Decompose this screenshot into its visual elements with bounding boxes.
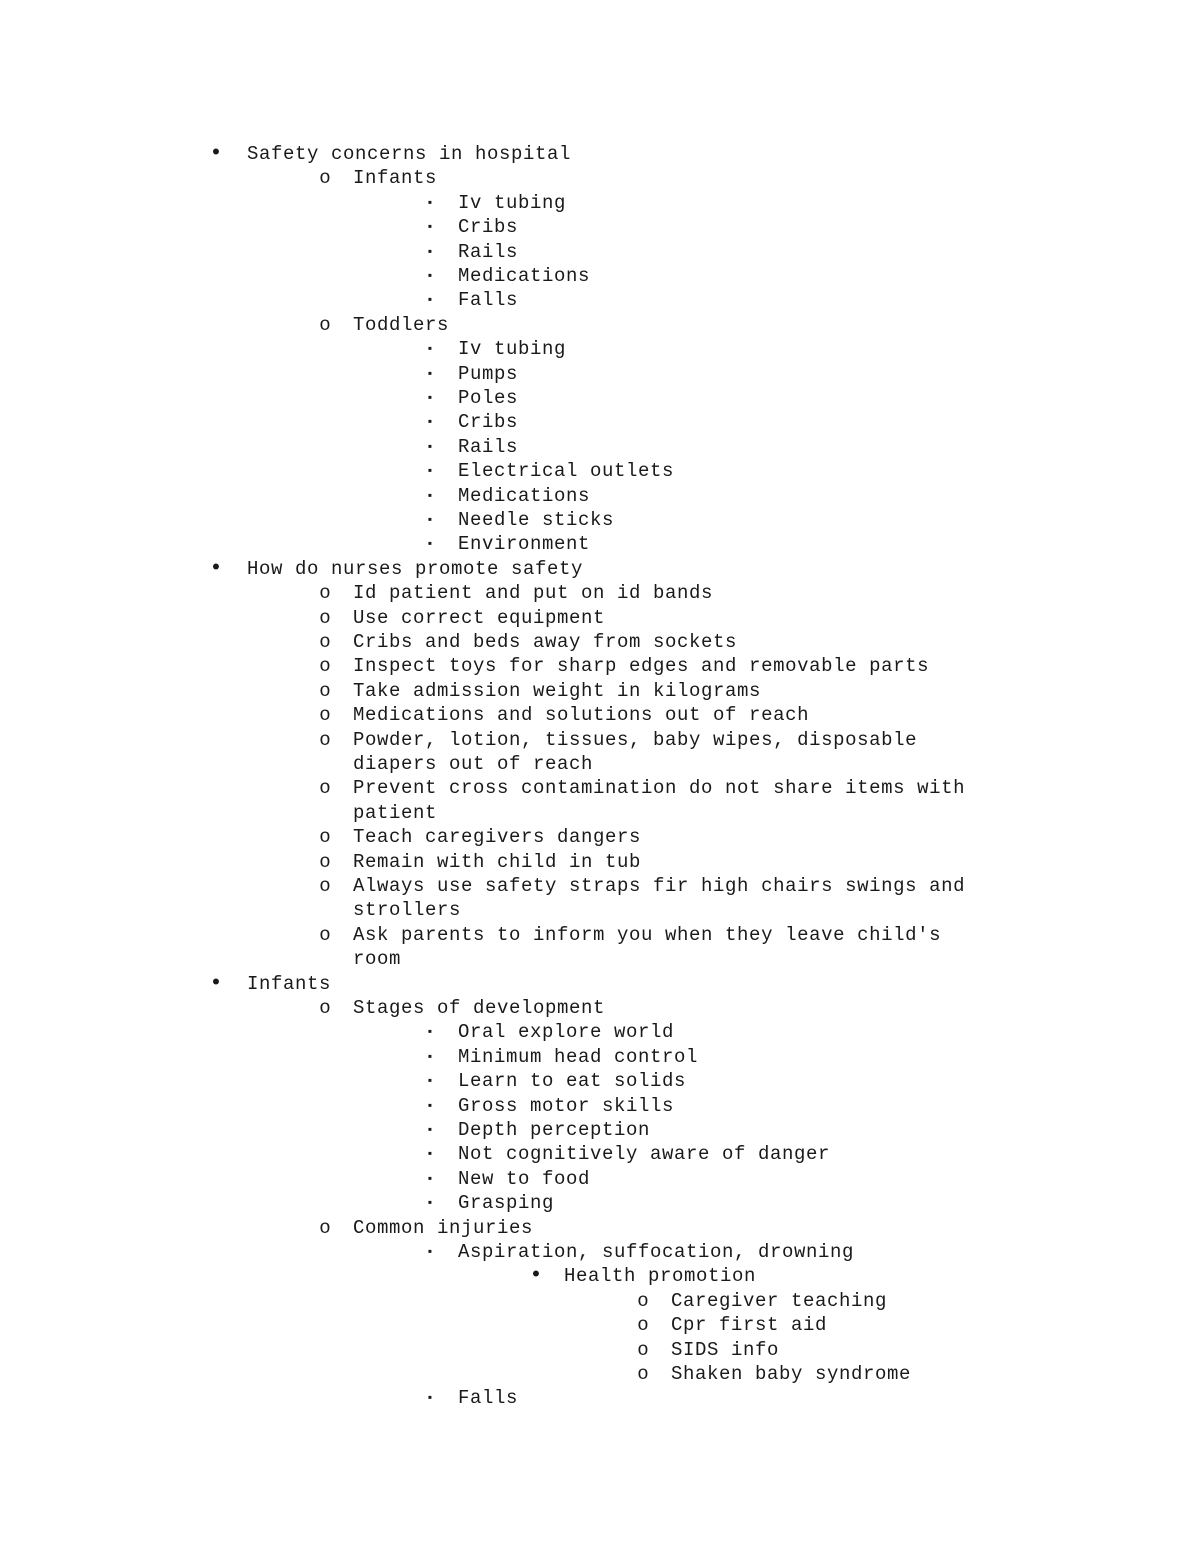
outline-item-text: Depth perception xyxy=(458,1119,651,1141)
bullet-circle-icon: o xyxy=(319,167,331,189)
outline-item-text: Medications xyxy=(458,485,591,507)
bullet-square-icon: ▪ xyxy=(426,464,434,478)
outline-item-text: Falls xyxy=(458,289,519,311)
outline-item-text: Shaken baby syndrome xyxy=(671,1363,912,1385)
outline-item-text: Oral explore world xyxy=(458,1021,675,1043)
bullet-square-icon: ▪ xyxy=(426,367,434,381)
outline-item-text: Grasping xyxy=(458,1192,555,1214)
bullet-circle-icon: o xyxy=(319,680,331,702)
outline-item-text: diapers out of reach xyxy=(353,753,594,775)
outline-item-text: patient xyxy=(353,802,438,824)
outline-item-text: SIDS info xyxy=(671,1339,780,1361)
outline-item-text: Iv tubing xyxy=(458,192,567,214)
bullet-square-icon: ▪ xyxy=(426,196,434,210)
bullet-circle-icon: o xyxy=(319,582,331,604)
outline-item-text: New to food xyxy=(458,1168,591,1190)
outline-item-text: Medications and solutions out of reach xyxy=(353,704,810,726)
outline-item-text: Caregiver teaching xyxy=(671,1290,888,1312)
outline-item-text: Rails xyxy=(458,436,519,458)
outline-item-text: Take admission weight in kilograms xyxy=(353,680,762,702)
outline-item-text: Health promotion xyxy=(564,1265,757,1287)
bullet-circle-icon: o xyxy=(637,1314,649,1336)
bullet-square-icon: ▪ xyxy=(426,513,434,527)
outline-item-text: Rails xyxy=(458,241,519,263)
bullet-square-icon: ▪ xyxy=(426,489,434,503)
bullet-circle-icon: o xyxy=(319,314,331,336)
bullet-disc-icon: • xyxy=(529,1263,543,1288)
bullet-square-icon: ▪ xyxy=(426,1074,434,1088)
bullet-square-icon: ▪ xyxy=(426,415,434,429)
bullet-circle-icon: o xyxy=(319,875,331,897)
outline-item-text: Always use safety straps fir high chairs swings and xyxy=(353,875,966,897)
bullet-square-icon: ▪ xyxy=(426,1050,434,1064)
outline-item-text: Id patient and put on id bands xyxy=(353,582,714,604)
outline-item-text: How do nurses promote safety xyxy=(247,558,584,580)
bullet-circle-icon: o xyxy=(319,924,331,946)
bullet-circle-icon: o xyxy=(319,704,331,726)
bullet-square-icon: ▪ xyxy=(426,1147,434,1161)
outline-item-text: Needle sticks xyxy=(458,509,615,531)
outline-item-text: Falls xyxy=(458,1387,519,1409)
outline-item-text: Medications xyxy=(458,265,591,287)
outline-item-text: Iv tubing xyxy=(458,338,567,360)
bullet-circle-icon: o xyxy=(319,631,331,653)
bullet-circle-icon: o xyxy=(319,851,331,873)
bullet-circle-icon: o xyxy=(319,777,331,799)
outline-item-text: Minimum head control xyxy=(458,1046,699,1068)
outline-item-text: Common injuries xyxy=(353,1217,534,1239)
outline-item-text: Cpr first aid xyxy=(671,1314,828,1336)
bullet-square-icon: ▪ xyxy=(426,1245,434,1259)
outline-item-text: room xyxy=(353,948,402,970)
bullet-square-icon: ▪ xyxy=(426,269,434,283)
outline-item-text: Powder, lotion, tissues, baby wipes, disposable xyxy=(353,729,918,751)
outline-item-text: Cribs xyxy=(458,411,519,433)
outline-item-text: strollers xyxy=(353,899,462,921)
bullet-square-icon: ▪ xyxy=(426,1196,434,1210)
outline-item-text: Ask parents to inform you when they leave child's xyxy=(353,924,942,946)
bullet-disc-icon: • xyxy=(209,141,223,166)
outline-item-text: Aspiration, suffocation, drowning xyxy=(458,1241,855,1263)
bullet-square-icon: ▪ xyxy=(426,220,434,234)
outline-item-text: Toddlers xyxy=(353,314,450,336)
outline-item-text: Environment xyxy=(458,533,591,555)
bullet-circle-icon: o xyxy=(319,826,331,848)
outline-item-text: Infants xyxy=(247,973,332,995)
outline-item-text: Inspect toys for sharp edges and removable parts xyxy=(353,655,930,677)
outline-item-text: Infants xyxy=(353,167,438,189)
bullet-square-icon: ▪ xyxy=(426,1025,434,1039)
bullet-disc-icon: • xyxy=(209,971,223,996)
bullet-disc-icon: • xyxy=(209,556,223,581)
outline-item-text: Cribs and beds away from sockets xyxy=(353,631,738,653)
outline-item-text: Learn to eat solids xyxy=(458,1070,687,1092)
outline-item-text: Not cognitively aware of danger xyxy=(458,1143,831,1165)
outline-item-text: Cribs xyxy=(458,216,519,238)
bullet-square-icon: ▪ xyxy=(426,440,434,454)
bullet-circle-icon: o xyxy=(319,655,331,677)
bullet-circle-icon: o xyxy=(637,1363,649,1385)
outline-item-text: Electrical outlets xyxy=(458,460,675,482)
outline-item-text: Safety concerns in hospital xyxy=(247,143,572,165)
bullet-square-icon: ▪ xyxy=(426,537,434,551)
outline-item-text: Prevent cross contamination do not share items with xyxy=(353,777,966,799)
outline-item-text: Poles xyxy=(458,387,519,409)
bullet-square-icon: ▪ xyxy=(426,245,434,259)
bullet-square-icon: ▪ xyxy=(426,342,434,356)
bullet-square-icon: ▪ xyxy=(426,1172,434,1186)
outline-item-text: Teach caregivers dangers xyxy=(353,826,642,848)
bullet-circle-icon: o xyxy=(637,1339,649,1361)
outline-item-text: Use correct equipment xyxy=(353,607,606,629)
bullet-circle-icon: o xyxy=(319,729,331,751)
bullet-square-icon: ▪ xyxy=(426,1099,434,1113)
bullet-circle-icon: o xyxy=(319,1217,331,1239)
bullet-square-icon: ▪ xyxy=(426,1391,434,1405)
outline-item-text: Gross motor skills xyxy=(458,1095,675,1117)
outline-item-text: Stages of development xyxy=(353,997,606,1019)
bullet-circle-icon: o xyxy=(637,1290,649,1312)
outline-item-text: Pumps xyxy=(458,363,519,385)
bullet-circle-icon: o xyxy=(319,607,331,629)
bullet-square-icon: ▪ xyxy=(426,293,434,307)
outline-item-text: Remain with child in tub xyxy=(353,851,642,873)
bullet-square-icon: ▪ xyxy=(426,1123,434,1137)
bullet-circle-icon: o xyxy=(319,997,331,1019)
bullet-square-icon: ▪ xyxy=(426,391,434,405)
